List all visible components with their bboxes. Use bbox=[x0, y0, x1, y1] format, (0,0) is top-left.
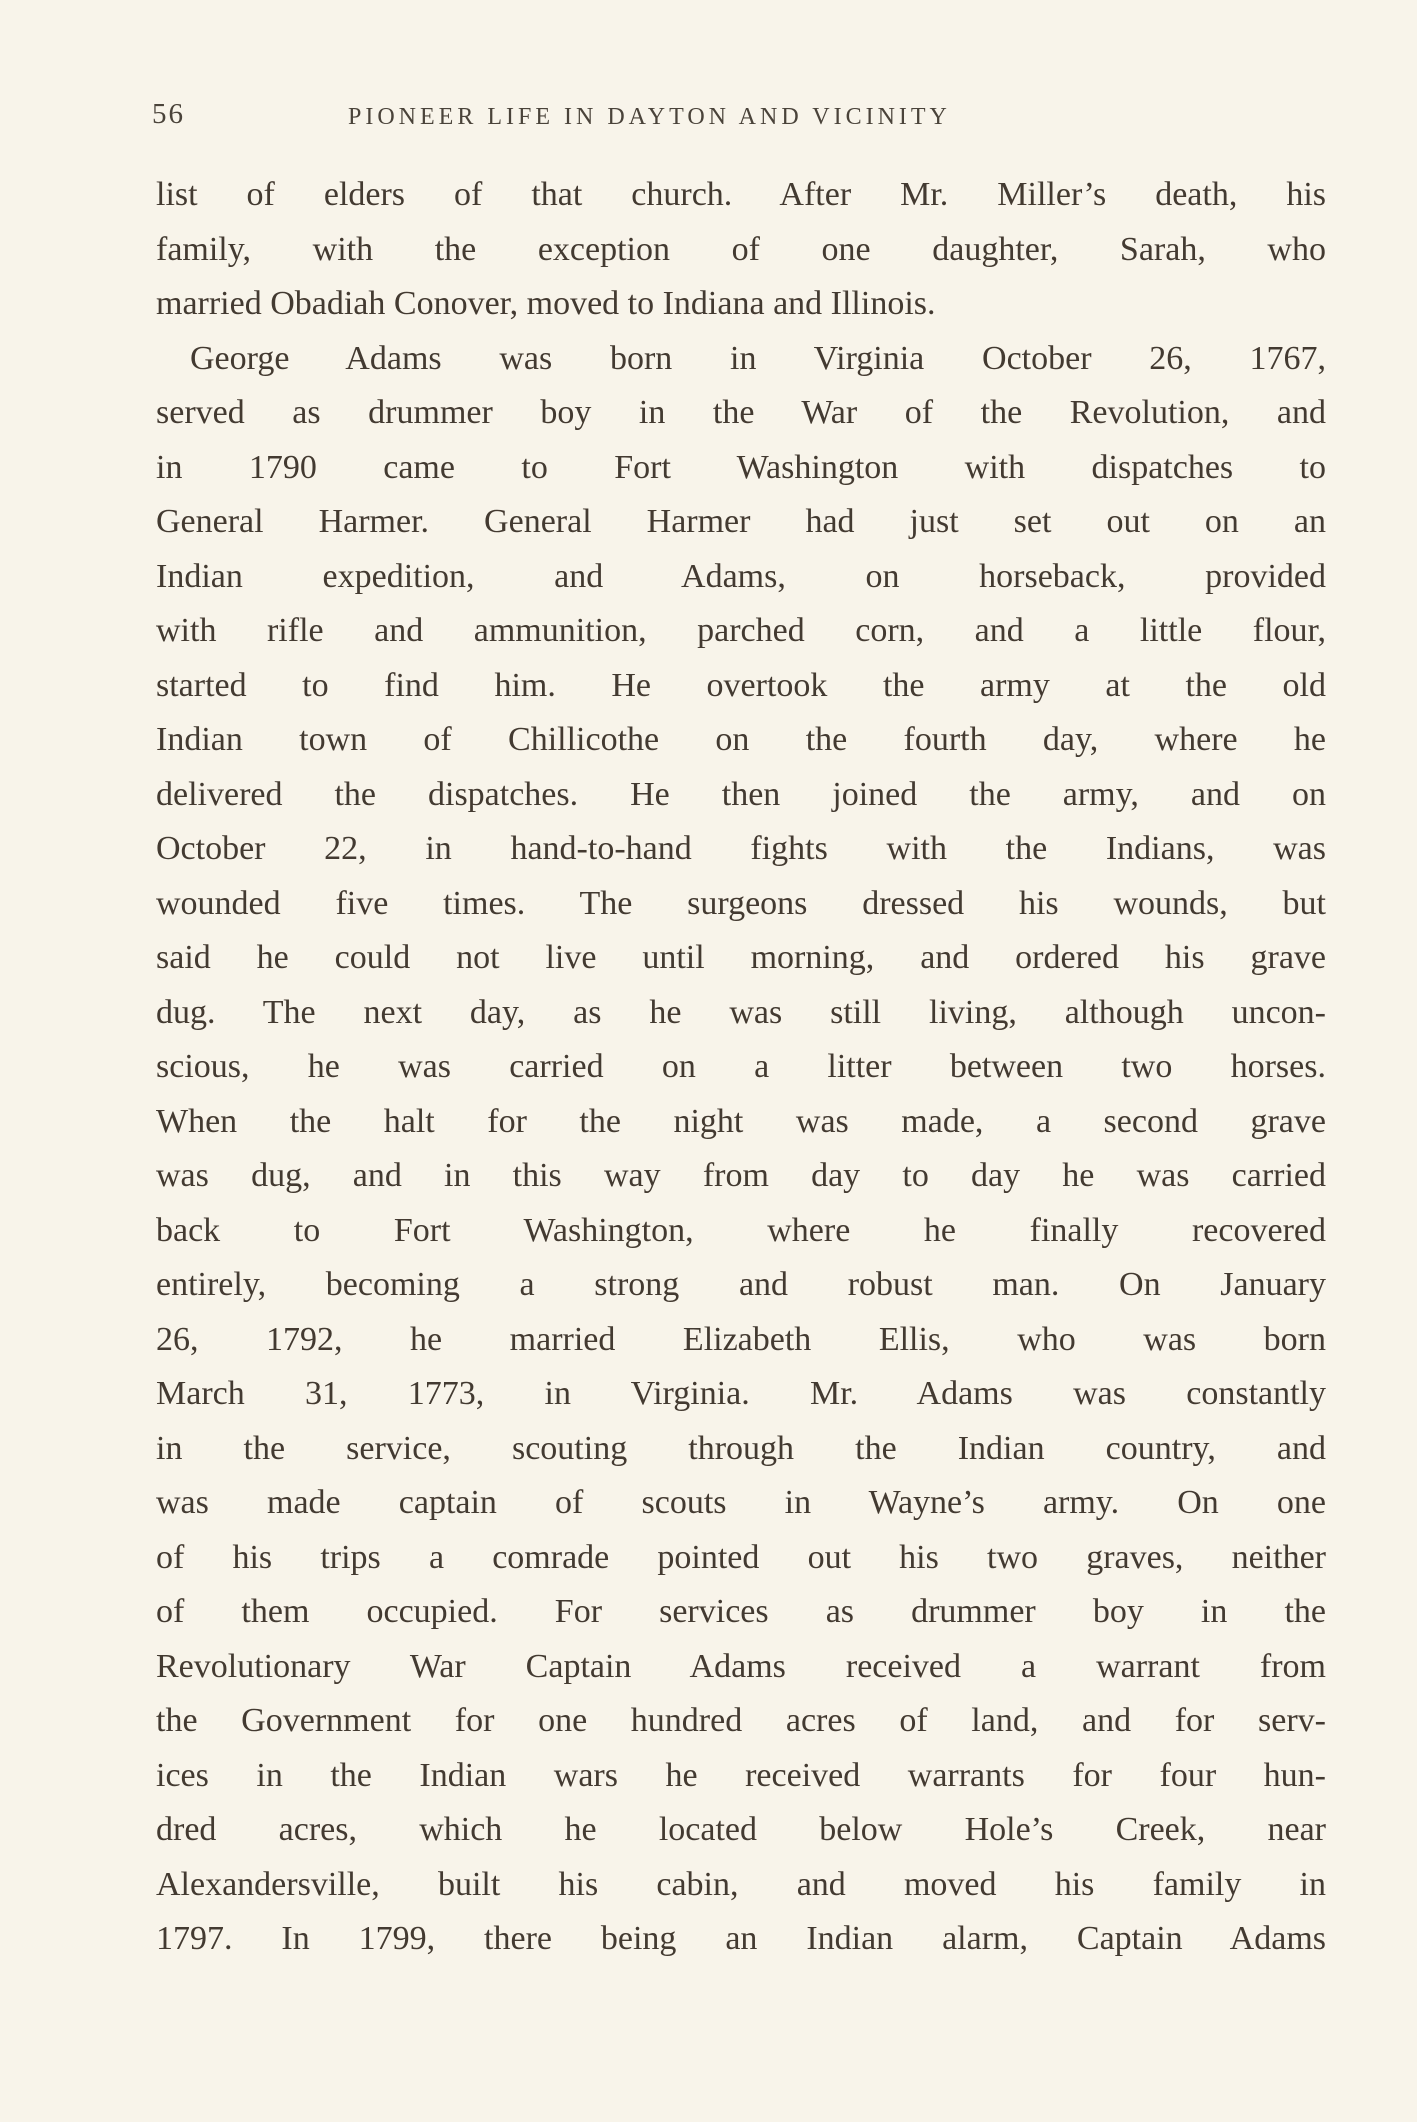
text-line: Indian expedition, and Adams, on horseback, provided bbox=[156, 557, 1326, 595]
text-line: When the halt for the night was made, a second grave bbox=[156, 1102, 1326, 1140]
text-line: dug. The next day, as he was still living, although uncon- bbox=[156, 993, 1326, 1031]
text-line: with rifle and ammunition, parched corn, and a little flour, bbox=[156, 612, 1326, 649]
text-line: delivered the dispatches. He then joined the army, and on bbox=[156, 775, 1326, 813]
running-head bbox=[152, 98, 1332, 138]
running-title: PIONEER LIFE IN DAYTON AND VICINITY bbox=[348, 104, 951, 130]
text-line: George Adams was born in Virginia October 26, 1767, bbox=[190, 339, 1326, 377]
text-line: entirely, becoming a strong and robust man. On January bbox=[156, 1266, 1326, 1303]
text-line: 26, 1792, he married Elizabeth Ellis, who was born bbox=[156, 1320, 1326, 1358]
text-line: October 22, in hand-to-hand fights with the Indians, was bbox=[156, 830, 1326, 867]
text-line: 1797. In 1799, there being an Indian alarm, Captain Adams bbox=[156, 1920, 1326, 1957]
text-line: scious, he was carried on a litter between two horses. bbox=[156, 1048, 1326, 1085]
text-line: General Harmer. General Harmer had just set out on an bbox=[156, 503, 1326, 540]
text-line: married Obadiah Conover, moved to Indiana and Illinois. bbox=[156, 285, 936, 322]
text-line: Revolutionary War Captain Adams received a warrant from bbox=[156, 1647, 1326, 1685]
text-line: was made captain of scouts in Wayne’s army. On one bbox=[156, 1484, 1326, 1521]
text-line: family, with the exception of one daughter, Sarah, who bbox=[156, 230, 1326, 268]
text-line: wounded five times. The surgeons dressed his wounds, but bbox=[156, 884, 1326, 922]
text-line: dred acres, which he located below Hole’s Creek, near bbox=[156, 1811, 1326, 1848]
text-line: list of elders of that church. After Mr. Miller’s death, his bbox=[156, 176, 1326, 213]
text-line: the Government for one hundred acres of land, and for serv- bbox=[156, 1702, 1326, 1739]
text-line: back to Fort Washington, where he finally recovered bbox=[156, 1211, 1326, 1249]
text-line: said he could not live until morning, and ordered his grave bbox=[156, 939, 1326, 976]
text-line: Alexandersville, built his cabin, and moved his family in bbox=[156, 1865, 1326, 1903]
text-line: served as drummer boy in the War of the Revolution, and bbox=[156, 394, 1326, 431]
text-line: started to find him. He overtook the army at the old bbox=[156, 666, 1326, 704]
text-line: of his trips a comrade pointed out his two graves, neither bbox=[156, 1538, 1326, 1576]
body-text bbox=[156, 168, 1326, 1967]
text-line: of them occupied. For services as drummer boy in the bbox=[156, 1593, 1326, 1630]
page-number: 56 bbox=[152, 98, 185, 130]
text-line: ices in the Indian wars he received warrants for four hun- bbox=[156, 1756, 1326, 1794]
text-line: in the service, scouting through the Indian country, and bbox=[156, 1429, 1326, 1467]
text-line: March 31, 1773, in Virginia. Mr. Adams was constantly bbox=[156, 1375, 1326, 1412]
text-line: was dug, and in this way from day to day he was carried bbox=[156, 1157, 1326, 1194]
text-line: Indian town of Chillicothe on the fourth day, where he bbox=[156, 721, 1326, 758]
text-line: in 1790 came to Fort Washington with dispatches to bbox=[156, 448, 1326, 486]
